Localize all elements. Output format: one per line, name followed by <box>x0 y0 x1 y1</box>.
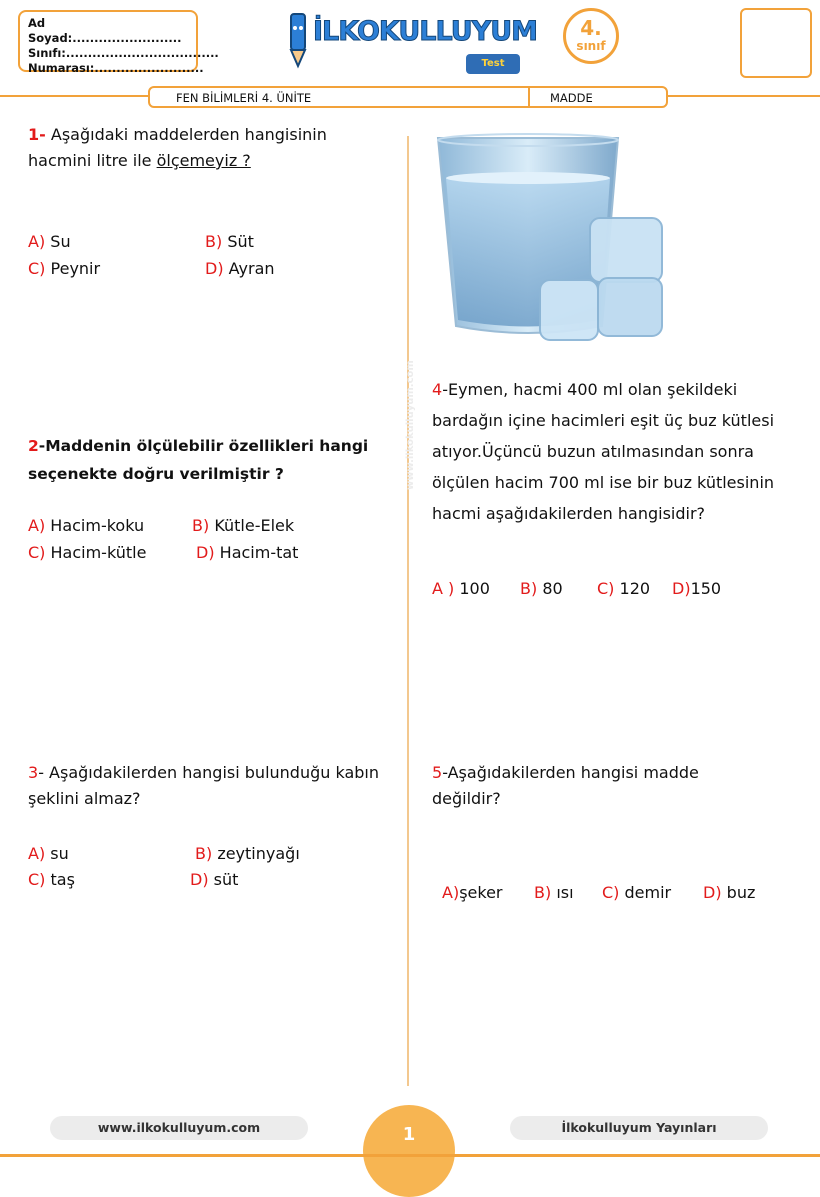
q4-option-c[interactable] <box>597 575 650 602</box>
question-emphasis: ölçemeyiz ? <box>156 151 251 170</box>
option-text: buz <box>726 883 756 902</box>
question-number: 3 <box>28 763 39 782</box>
option-letter: C) <box>602 883 620 902</box>
q3-option-d[interactable] <box>190 866 238 893</box>
q4-option-d[interactable] <box>672 575 721 602</box>
number-field: Numarası:......................... <box>28 61 204 75</box>
name-field: Ad Soyad:......................... <box>28 16 182 45</box>
subject-bar <box>148 86 668 108</box>
question-5 <box>432 760 772 812</box>
footer-publisher: İlkokulluyum Yayınları <box>510 1116 768 1140</box>
logo <box>283 10 535 78</box>
q3-option-a[interactable] <box>28 840 69 867</box>
q2-option-b[interactable] <box>192 512 294 539</box>
option-letter: B) <box>192 516 210 535</box>
grade-number: 4. <box>580 16 602 40</box>
water-glass-image <box>430 130 670 345</box>
option-letter: A) <box>442 883 460 902</box>
option-letter: C) <box>28 543 46 562</box>
option-text: şeker <box>459 883 503 902</box>
question-number: 1- <box>28 125 46 144</box>
question-text: -Aşağıdakilerden hangisi madde değildir? <box>432 763 699 808</box>
q1-option-b[interactable] <box>205 228 254 255</box>
logo-text: İLKOKULLUYUM <box>313 16 537 47</box>
grade-label: sınıf <box>576 39 606 53</box>
question-number: 4 <box>432 380 443 399</box>
q3-option-b[interactable] <box>195 840 300 867</box>
q5-option-b[interactable] <box>534 879 574 906</box>
option-text: 120 <box>619 579 651 598</box>
question-2 <box>28 432 403 488</box>
grade-badge <box>563 8 619 64</box>
option-letter: D) <box>672 579 691 598</box>
question-number: 5 <box>432 763 443 782</box>
q1-option-c[interactable] <box>28 255 100 282</box>
option-text: 150 <box>690 579 722 598</box>
option-text: Kütle-Elek <box>214 516 295 535</box>
score-box <box>740 8 812 78</box>
q5-option-a[interactable] <box>442 879 502 906</box>
option-letter: C) <box>28 870 46 889</box>
question-text: - Aşağıdakilerden hangisi bulunduğu kabın şeklini almaz? <box>28 763 380 808</box>
q4-option-b[interactable] <box>520 575 563 602</box>
option-letter: D) <box>205 259 224 278</box>
q1-option-d[interactable] <box>205 255 275 282</box>
class-field: Sınıfı:................................... <box>28 46 219 60</box>
question-text: -Maddenin ölçülebilir özellikleri hangi seçenekte doğru verilmiştir ? <box>28 437 369 483</box>
option-letter: A) <box>28 844 46 863</box>
option-letter: B) <box>534 883 552 902</box>
subject-title: FEN BİLİMLERİ 4. ÜNİTE <box>176 91 312 105</box>
q3-option-c[interactable] <box>28 866 75 893</box>
topic-title: MADDE <box>550 91 593 105</box>
option-text: demir <box>624 883 672 902</box>
student-info-box <box>18 10 219 75</box>
q4-option-a[interactable] <box>432 575 490 602</box>
question-text: Aşağıdaki maddelerden hangisinin hacmini litre ile <box>28 125 327 170</box>
option-letter: B) <box>520 579 538 598</box>
q5-option-c[interactable] <box>602 879 671 906</box>
option-letter: B) <box>205 232 223 251</box>
watermark: www.ilkokulluyum.com <box>405 360 416 490</box>
q2-option-d[interactable] <box>196 539 298 566</box>
option-text: Su <box>50 232 71 251</box>
subject-divider <box>528 88 530 106</box>
question-text: -Eymen, hacmi 400 ml olan şekildeki bardağın içine hacimleri eşit üç buz kütlesi atıyor.Üçüncü buzun atılmasından sonra ölçülen hacim 700 ml ise bir buz kütlesinin hacmi aşağıdakilerden hangisidir? <box>432 380 775 523</box>
option-letter: B) <box>195 844 213 863</box>
footer-divider <box>0 1154 820 1157</box>
q2-option-c[interactable] <box>28 539 146 566</box>
option-letter: D) <box>190 870 209 889</box>
option-letter: A) <box>28 516 46 535</box>
option-letter: C) <box>597 579 615 598</box>
column-divider <box>407 136 409 1086</box>
option-text: Hacim-koku <box>50 516 145 535</box>
option-text: Peynir <box>50 259 101 278</box>
option-text: Hacim-kütle <box>50 543 147 562</box>
option-letter: D) <box>196 543 215 562</box>
option-letter: A) <box>28 232 46 251</box>
option-text: ısı <box>556 883 574 902</box>
page-number: 1 <box>402 1124 416 1145</box>
option-text: su <box>50 844 69 863</box>
footer-website[interactable]: www.ilkokulluyum.com <box>50 1116 308 1140</box>
q1-option-a[interactable] <box>28 228 71 255</box>
option-text: zeytinyağı <box>217 844 300 863</box>
q5-option-d[interactable] <box>703 879 755 906</box>
option-letter: A ) <box>432 579 455 598</box>
option-text: Hacim-tat <box>219 543 299 562</box>
page-number-badge <box>363 1105 455 1197</box>
option-text: 80 <box>542 579 563 598</box>
q2-option-a[interactable] <box>28 512 144 539</box>
question-number: 2 <box>28 437 39 455</box>
option-text: 100 <box>459 579 490 598</box>
question-1 <box>28 122 388 174</box>
question-4 <box>432 374 807 529</box>
question-3 <box>28 760 388 812</box>
test-badge: Test <box>466 54 520 74</box>
option-text: süt <box>213 870 239 889</box>
option-text: Ayran <box>228 259 275 278</box>
option-text: taş <box>50 870 75 889</box>
option-letter: D) <box>703 883 722 902</box>
pencil-icon <box>283 10 313 70</box>
option-text: Süt <box>227 232 254 251</box>
option-letter: C) <box>28 259 46 278</box>
